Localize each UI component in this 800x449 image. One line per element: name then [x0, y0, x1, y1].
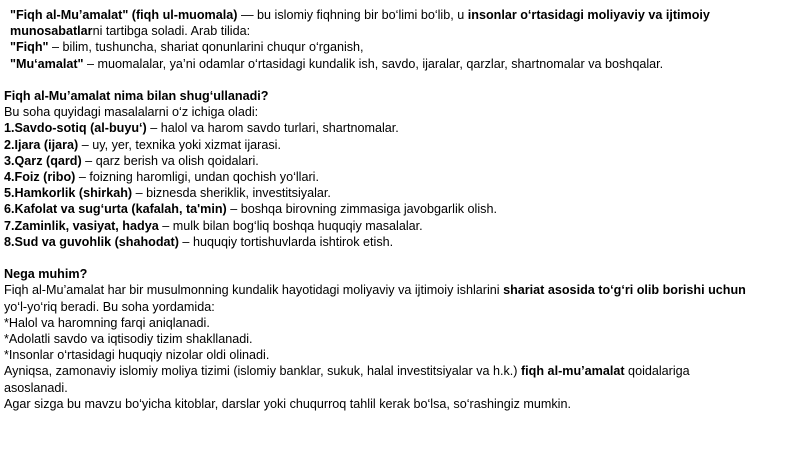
paragraph-emphasis: fiqh al-mu’amalat [520, 364, 625, 379]
section-heading [4, 266, 796, 282]
definition-text: – bilim, tushuncha, shariat qonunlarini chuqur o‘rganish, [48, 40, 364, 55]
list-item [4, 185, 796, 201]
intro-emphasis: insonlar o‘rtasidagi moliyaviy va ijtimoiy [467, 8, 710, 22]
bullet-text: Insonlar o‘rtasidagi huquqiy nizolar oldi olinadi. [8, 348, 270, 363]
intro-text-cont: ni tartibga soladi. Arab tilida: [92, 24, 251, 39]
list-item-text: – biznesda sheriklik, investitsiyalar. [132, 186, 331, 201]
spacer [4, 250, 796, 266]
bullet-text: Halol va haromning farqi aniqlanadi. [8, 315, 210, 330]
list-item-text: – boshqa birovning zimmasiga javobgarlik olish. [226, 202, 497, 217]
bullet-text: Adolatli savdo va iqtisodiy tizim shakllanadi. [8, 332, 253, 347]
spacer [4, 72, 796, 88]
definition-fiqh [4, 39, 796, 55]
paragraph-text: Fiqh al-Mu’amalat har bir musulmonning kundalik hayotidagi moliyaviy va ijtimoiy ishlarini [4, 283, 504, 298]
paragraph-line [4, 363, 796, 379]
list-item-term: 1.Savdo-sotiq (al-buyu‘) [4, 121, 147, 136]
list-item-term: 4.Foiz (ribo) [4, 170, 76, 185]
intro-section [4, 7, 796, 72]
list-item [4, 218, 796, 234]
heading-text: Fiqh al-Mu’amalat nima bilan shug‘ullanadi? [4, 89, 269, 103]
list-item [4, 169, 796, 185]
list-item-term: 5.Hamkorlik (shirkah) [4, 186, 133, 201]
list-item [4, 137, 796, 153]
list-item-term: 8.Sud va guvohlik (shahodat) [4, 234, 179, 249]
heading-text: Nega muhim? [4, 267, 88, 282]
list-item-text: – halol va harom savdo turlari, shartnomalar. [146, 121, 399, 136]
bullet-item [4, 347, 796, 363]
list-item [4, 234, 796, 250]
intro-line-2 [4, 23, 796, 39]
definition-muamalat [4, 56, 796, 72]
list-item-term: 3.Qarz (qard) [4, 153, 82, 168]
paragraph-line [4, 282, 796, 298]
bullet-item [4, 315, 796, 331]
list-item-text: – mulk bilan bog‘liq boshqa huquqiy masalalar. [158, 218, 423, 233]
paragraph-text: Ayniqsa, zamonaviy islomiy moliya tizimi (islomiy banklar, sukuk, halal investitsiyalar va h.k.) [4, 364, 521, 379]
list-item-text: – uy, yer, texnika yoki xizmat ijarasi. [78, 137, 281, 152]
intro-line-1 [4, 7, 796, 23]
term-fiqh: "Fiqh" [10, 40, 49, 55]
list-item [4, 201, 796, 217]
list-item-term: 6.Kafolat va sug‘urta (kafalah, ta'min) [4, 202, 227, 217]
definition-text: – muomalalar, ya’ni odamlar o‘rtasidagi kundalik ish, savdo, ijaralar, qarzlar, shartnomalar va boshqalar. [83, 56, 664, 71]
intro-emphasis-cont: munosabatlar [10, 24, 93, 39]
list-item-term: 2.Ijara (ijara) [4, 137, 79, 152]
paragraph-line: yo‘l-yo‘riq beradi. Bu soha yordamida: [4, 299, 215, 314]
section-heading [4, 88, 796, 104]
bullet-marker: * [4, 332, 9, 347]
paragraph-emphasis: shariat asosida to‘g‘ri olib borishi uchun [503, 283, 746, 298]
section-lead: Bu soha quyidagi masalalarni o‘z ichiga oladi: [4, 105, 259, 120]
list-item-term: 7.Zaminlik, vasiyat, hadya [4, 218, 159, 233]
why-section [4, 266, 796, 412]
list-item [4, 153, 796, 169]
term-fiqh-al-muamalat: "Fiqh al-Mu’amalat" (fiqh ul-muomala) [10, 8, 238, 22]
list-item-text: – qarz berish va olish qoidalari. [81, 153, 259, 168]
term-muamalat: "Mu‘amalat" [10, 56, 84, 71]
paragraph-text: qoidalariga [624, 364, 690, 379]
intro-text: — bu islomiy fiqhning bir bo‘limi bo‘lib, u [237, 8, 468, 22]
list-item-text: – foizning haromligi, undan qochish yo‘llari. [75, 170, 319, 185]
closing-line: Agar sizga bu mavzu bo‘yicha kitoblar, darslar yoki chuqurroq tahlil kerak bo‘lsa, so‘rashingiz mumkin. [4, 396, 571, 411]
bullet-item [4, 331, 796, 347]
paragraph-line: asoslanadi. [4, 380, 68, 395]
bullet-marker: * [4, 315, 9, 330]
list-item-text: – huquqiy tortishuvlarda ishtirok etish. [178, 234, 394, 249]
bullet-marker: * [4, 348, 9, 363]
list-item [4, 120, 796, 136]
scope-section [4, 88, 796, 250]
